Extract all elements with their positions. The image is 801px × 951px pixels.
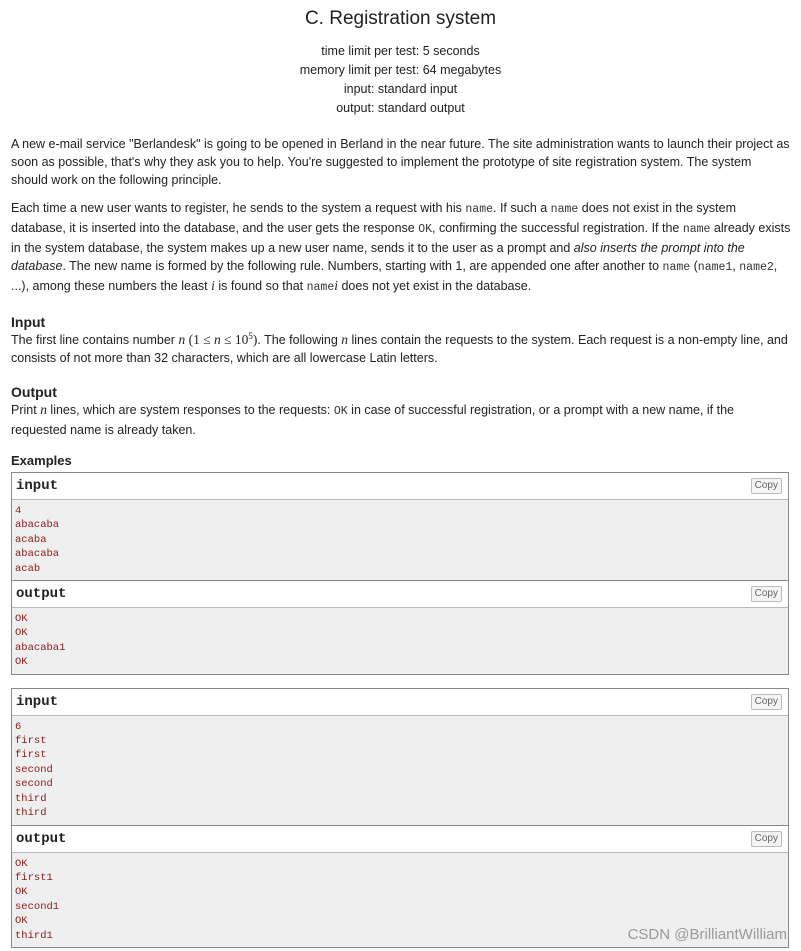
example-2-output: OK first1 OK second1 OK third1 bbox=[12, 853, 788, 947]
output-label: output bbox=[16, 830, 67, 847]
math-i: i bbox=[334, 278, 338, 293]
example-1-input-header bbox=[12, 473, 788, 500]
text: . The new name is formed by the following rule. Numbers, starting with 1, are appended one after another to bbox=[62, 259, 663, 273]
input-section-text bbox=[11, 331, 791, 367]
code-name: name bbox=[465, 203, 493, 216]
text: lines, which are system responses to the requests: bbox=[46, 403, 334, 417]
problem-header bbox=[0, 0, 801, 118]
code-name: name bbox=[662, 261, 691, 274]
input-label: input bbox=[16, 478, 59, 494]
text: lines contain the requests to the system. Each request is a non-empty line, and consists of not more than 32 characters, which are all lowercase Latin letters. bbox=[11, 333, 788, 365]
code-ok: OK bbox=[418, 223, 433, 236]
input-label: input bbox=[16, 693, 59, 710]
problem-title: C. Registration system bbox=[304, 8, 497, 29]
math-exponent: 5 bbox=[248, 330, 253, 341]
code-name: name bbox=[306, 281, 335, 294]
text: is found so that bbox=[214, 279, 307, 293]
copy-button[interactable]: Copy bbox=[751, 586, 782, 602]
code-name: name bbox=[550, 203, 579, 216]
statement-paragraph-1: A new e-mail service "Berlandesk" is going to be opened in Berland in the near future. The site administration wants to launch their project as soon as possible, that's why they ask you to help. You're suggested to implement the prototype of site registration system. The system should work on the following principle. bbox=[11, 137, 790, 187]
code-name2: name2 bbox=[739, 261, 774, 274]
text: does not exist in the system database, it is inserted into the database, and the user gets the response bbox=[11, 201, 736, 235]
text: does not yet exist in the database. bbox=[337, 279, 532, 293]
copy-button[interactable]: Copy bbox=[751, 694, 782, 710]
text: . The following bbox=[257, 333, 342, 347]
math-n: n bbox=[178, 332, 186, 347]
memory-limit: memory limit per test: 64 megabytes bbox=[299, 63, 502, 77]
text: in case of successful registration, or a prompt with a new name, if the requested name is already taken. bbox=[11, 403, 734, 437]
text: already exists in the system database, the system makes up a new user name, sends it to the user as a prompt and bbox=[11, 221, 791, 255]
examples-title: Examples bbox=[11, 453, 72, 468]
watermark: CSDN @BrilliantWilliam bbox=[627, 926, 787, 943]
math-n: n bbox=[341, 332, 349, 347]
code-name1: name1 bbox=[697, 261, 733, 274]
example-1-output: OK OK abacaba1 OK bbox=[12, 608, 788, 674]
example-1-input: 4 abacaba acaba abacaba acab bbox=[12, 500, 788, 580]
example-2-output-header bbox=[12, 825, 788, 853]
input-section-title: Input bbox=[11, 314, 46, 330]
output-section-title: Output bbox=[11, 384, 57, 400]
math-constraint: (1 ≤ bbox=[185, 332, 214, 347]
text: Print bbox=[11, 403, 41, 417]
example-2 bbox=[11, 688, 789, 948]
problem-statement bbox=[0, 135, 801, 948]
math-constraint: ≤ 10 bbox=[220, 332, 249, 347]
math-n: n bbox=[213, 332, 221, 347]
input-spec: input: standard input bbox=[343, 82, 458, 96]
text: , ...), among these numbers the least bbox=[11, 259, 778, 293]
text: . If such a bbox=[493, 201, 551, 215]
example-2-input-header bbox=[12, 689, 788, 716]
text: Each time a new user wants to register, he sends to the system a request with his bbox=[11, 201, 466, 215]
example-1-output-header bbox=[12, 580, 788, 608]
example-2-input: 6 first first second second third third bbox=[12, 716, 788, 825]
math-constraint: ) bbox=[252, 332, 258, 347]
text: The first line contains number bbox=[11, 333, 179, 347]
output-section-text bbox=[11, 401, 791, 439]
math-n: n bbox=[40, 402, 47, 417]
copy-button[interactable]: Copy bbox=[751, 831, 782, 847]
output-spec: output: standard output bbox=[336, 101, 465, 115]
example-1 bbox=[11, 472, 789, 675]
emphasis: also inserts the prompt into the database bbox=[11, 241, 745, 273]
time-limit: time limit per test: 5 seconds bbox=[321, 44, 480, 58]
text: , bbox=[732, 259, 740, 273]
text: , confirming the successful registration. If the bbox=[432, 221, 683, 235]
code-name: name bbox=[682, 223, 711, 236]
copy-button[interactable]: Copy bbox=[751, 478, 782, 494]
math-i: i bbox=[211, 278, 215, 293]
code-ok: OK bbox=[333, 405, 348, 418]
text: ( bbox=[690, 259, 698, 273]
statement-paragraph-2 bbox=[11, 199, 791, 297]
output-label: output bbox=[16, 586, 67, 603]
